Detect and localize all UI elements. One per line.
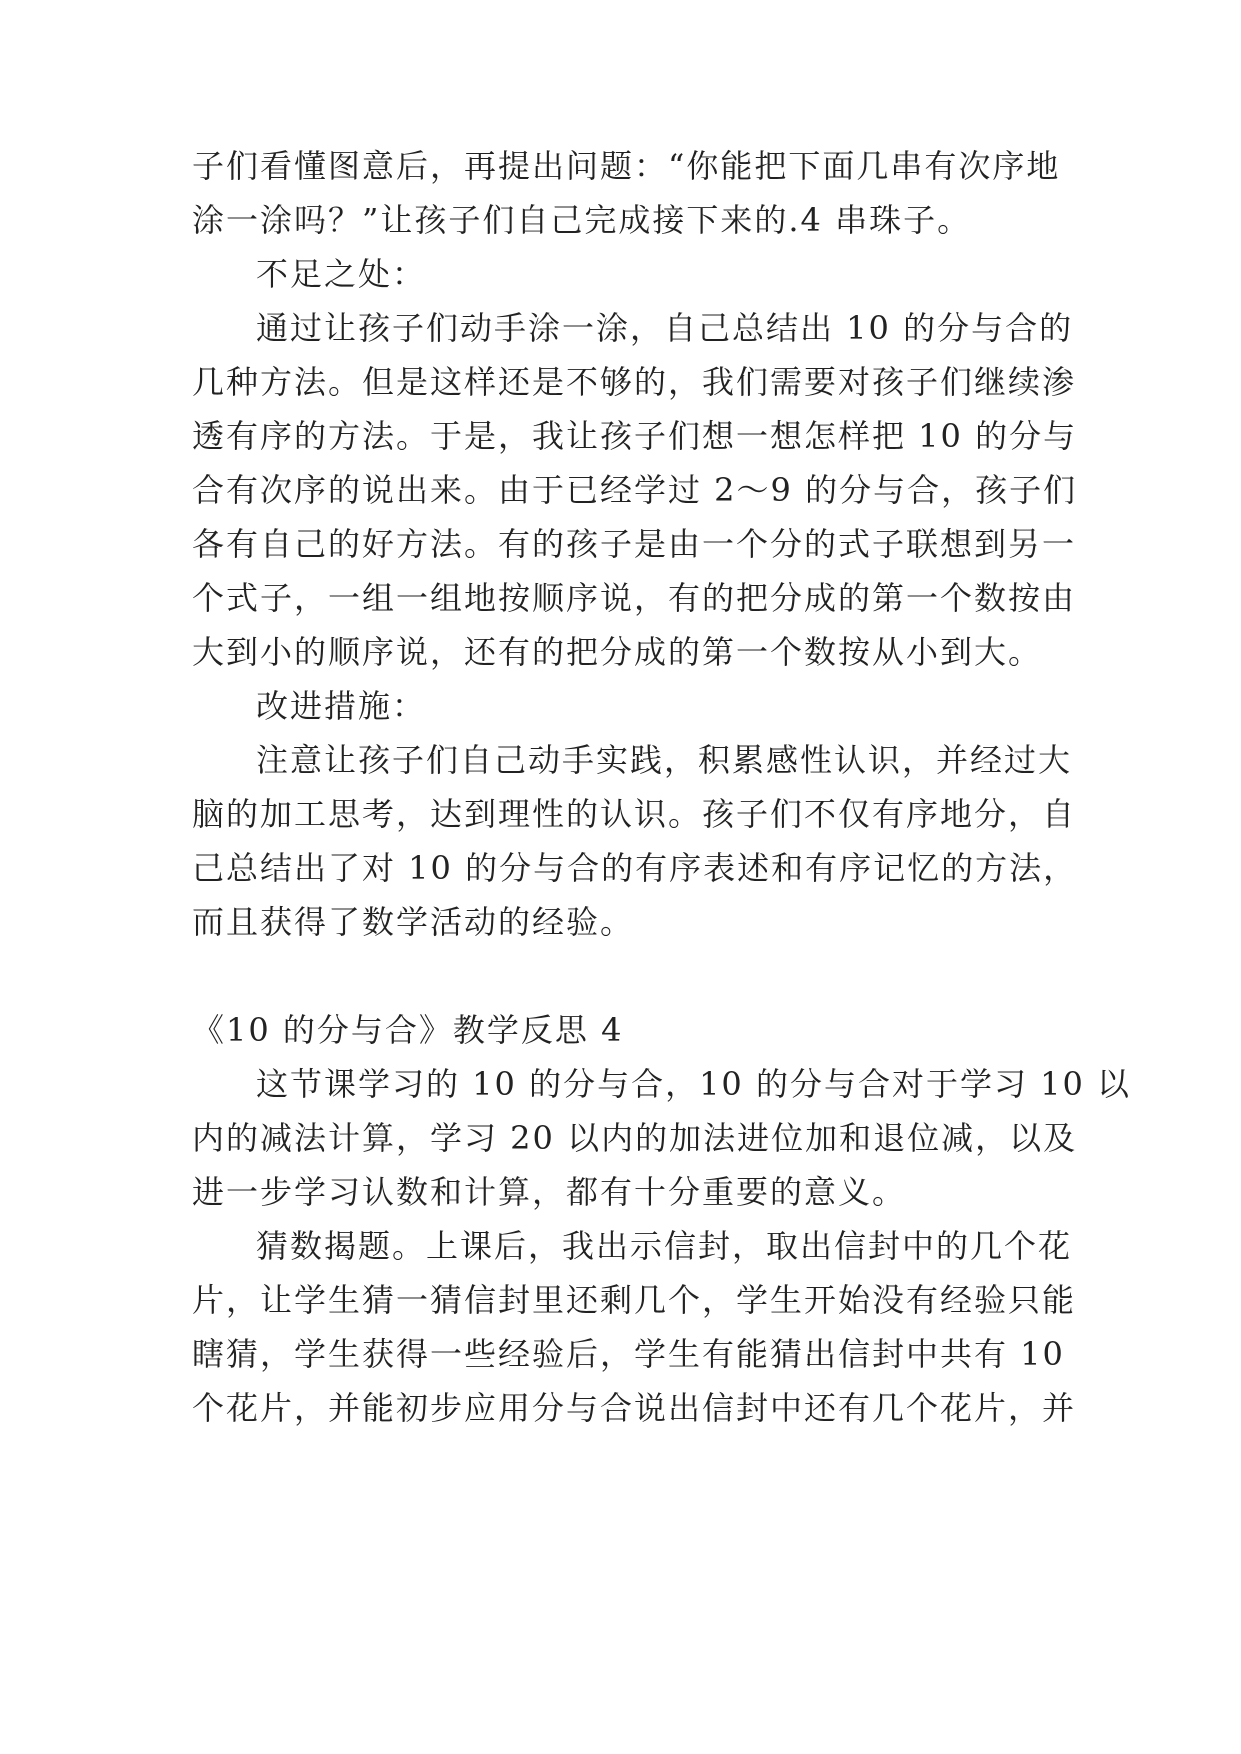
paragraph-line: 涂一涂吗？”让孩子们自己完成接下来的.4 串珠子。 (192, 201, 972, 239)
document-title: 《10 的分与合》教学反思 4 (192, 1011, 624, 1049)
section-heading: 不足之处： (256, 255, 427, 293)
paragraph-line: 各有自己的好方法。有的孩子是由一个分的式子联想到另一 (192, 525, 1077, 563)
paragraph-line: 几种方法。但是这样还是不够的，我们需要对孩子们继续渗 (192, 363, 1077, 401)
paragraph-line: 而且获得了数学活动的经验。 (192, 903, 635, 941)
paragraph-line: 内的减法计算，学习 20 以内的加法进位加和退位减，以及 (192, 1119, 1078, 1157)
paragraph-line: 进一步学习认数和计算，都有十分重要的意义。 (192, 1173, 907, 1211)
paragraph-line: 个式子，一组一组地按顺序说，有的把分成的第一个数按由 (192, 579, 1077, 617)
paragraph-line: 片，让学生猜一猜信封里还剩几个，学生开始没有经验只能 (192, 1281, 1077, 1319)
paragraph-line: 个花片，并能初步应用分与合说出信封中还有几个花片，并 (192, 1389, 1077, 1427)
paragraph-line: 猜数揭题。上课后，我出示信封，取出信封中的几个花 (256, 1227, 1073, 1265)
paragraph-line: 大到小的顺序说，还有的把分成的第一个数按从小到大。 (192, 633, 1043, 671)
paragraph-line: 注意让孩子们自己动手实践，积累感性认识，并经过大 (256, 741, 1073, 779)
paragraph-line: 透有序的方法。于是，我让孩子们想一想怎样把 10 的分与 (192, 417, 1078, 455)
paragraph-line: 瞎猜，学生获得一些经验后，学生有能猜出信封中共有 10 (192, 1335, 1065, 1373)
paragraph-line: 合有次序的说出来。由于已经学过 2～9 的分与合，孩子们 (192, 471, 1078, 509)
paragraph-line: 己总结出了对 10 的分与合的有序表述和有序记忆的方法， (192, 849, 1078, 887)
paragraph-line: 通过让孩子们动手涂一涂，自己总结出 10 的分与合的 (256, 309, 1074, 347)
section-heading: 改进措施： (256, 687, 427, 725)
paragraph-line: 脑的加工思考，达到理性的认识。孩子们不仅有序地分，自 (192, 795, 1077, 833)
paragraph-line: 子们看懂图意后，再提出问题：“你能把下面几串有次序地 (192, 147, 1061, 185)
paragraph-line: 这节课学习的 10 的分与合，10 的分与合对于学习 10 以 (256, 1065, 1132, 1103)
